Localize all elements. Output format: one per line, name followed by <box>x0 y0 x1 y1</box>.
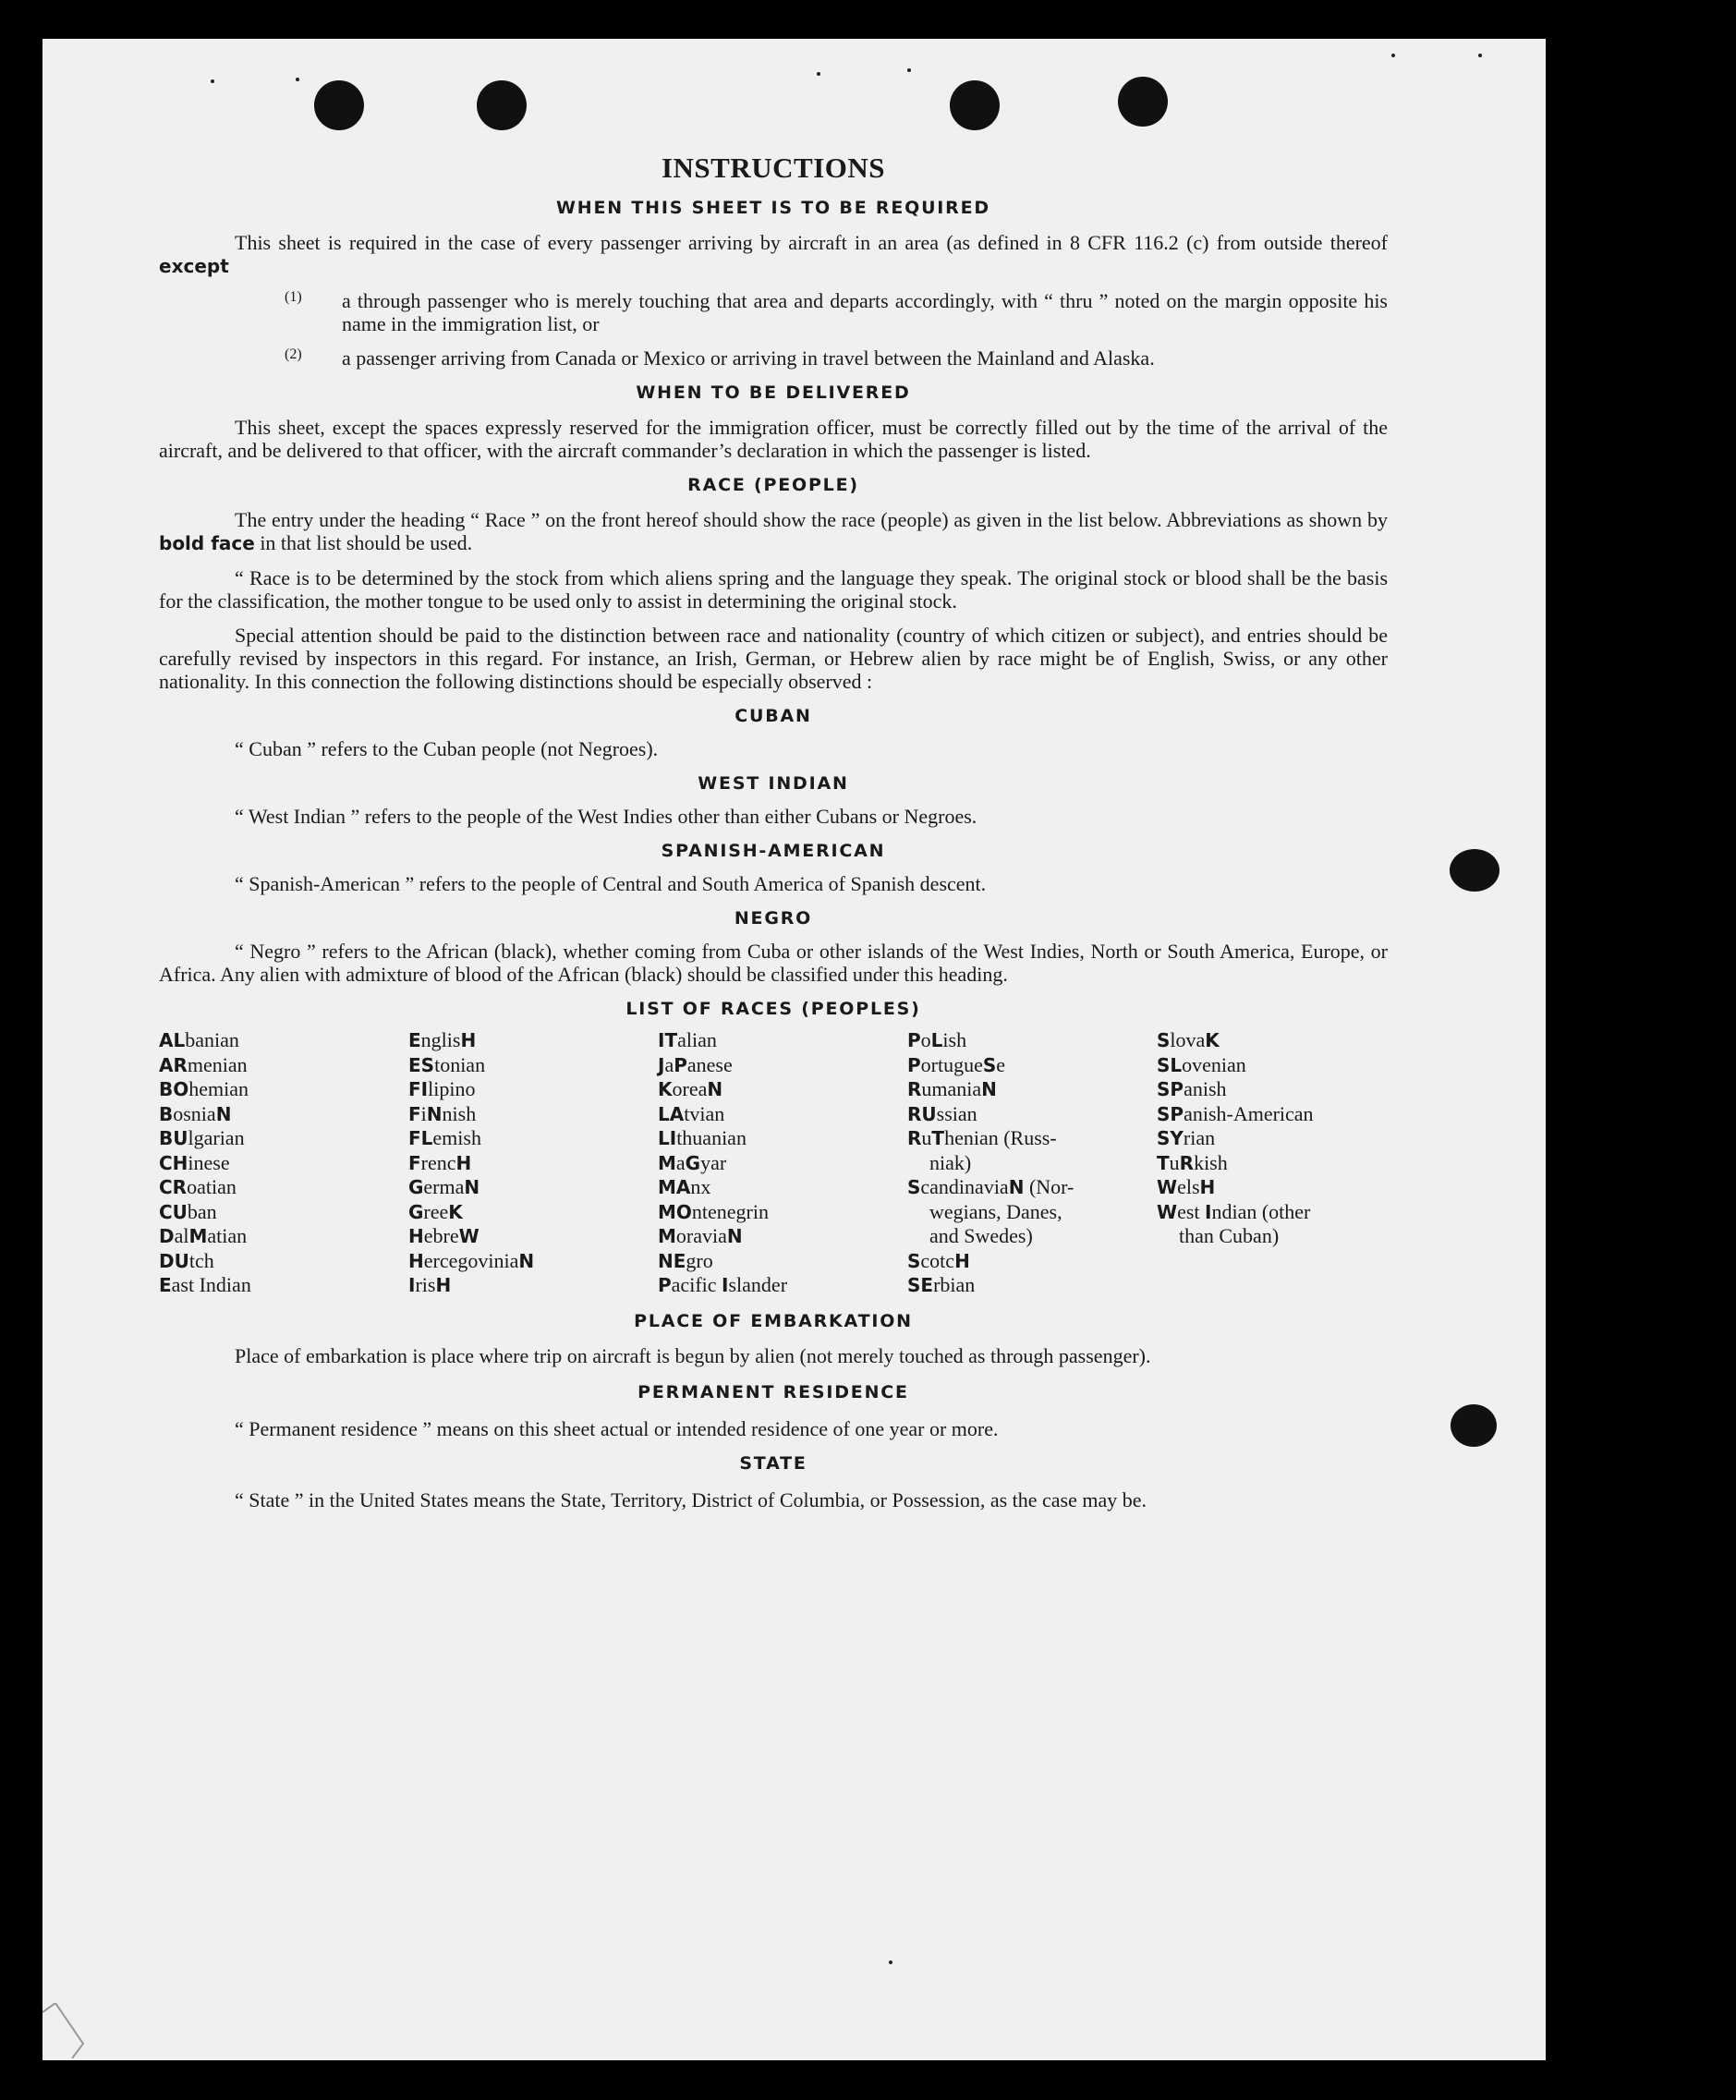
race-entry <box>1157 1053 1388 1078</box>
race-entry <box>1157 1028 1388 1053</box>
punch-hole <box>477 80 527 130</box>
race-text: wegians, Danes, <box>929 1199 1062 1223</box>
race-entry <box>159 1273 390 1298</box>
race-text: renc <box>420 1150 456 1174</box>
race-abbreviation: N <box>518 1249 535 1272</box>
race-text: ebre <box>423 1224 459 1247</box>
race-abbreviation: N <box>707 1078 723 1100</box>
race-abbreviation: D <box>159 1225 175 1247</box>
race-text: thuanian <box>676 1126 747 1149</box>
race-abbreviation: FL <box>408 1127 433 1149</box>
race-column <box>408 1028 639 1298</box>
race-text: menian <box>187 1052 248 1076</box>
race-text: lgarian <box>188 1126 245 1149</box>
page-title: INSTRUCTIONS <box>661 152 885 184</box>
section-heading: SPANISH-AMERICAN <box>661 841 886 861</box>
when-delivered-text: This sheet, except the spaces expressly reserved for the immigration officer, must be correctly filled out by the time of the arrival of the aircraft, and be delivered to that officer, with the aircraft commander’s declaration in which the passenger is listed. <box>159 416 1388 462</box>
race-text: est <box>1177 1199 1206 1223</box>
race-paragraph-2: “ Race is to be determined by the stock from which aliens spring and the language they speak. The original stock or blood shall be the basis for the classification, the mother tongue to be used only to assist in determining the original stock. <box>159 566 1388 613</box>
exception-number: (2) <box>285 346 302 362</box>
race-entry <box>907 1273 1138 1298</box>
residence-text: “ Permanent residence ” means on this sheet actual or intended residence of one year or more. <box>235 1416 999 1440</box>
race-entry <box>408 1249 639 1274</box>
section-heading: WHEN TO BE DELIVERED <box>636 382 911 403</box>
race-text: inese <box>188 1150 230 1174</box>
section-heading: PERMANENT RESIDENCE <box>637 1381 909 1402</box>
race-abbreviation: R <box>1179 1151 1195 1174</box>
race-abbreviation: I <box>722 1274 729 1296</box>
section-heading: CUBAN <box>734 706 812 726</box>
race-entry <box>907 1151 1138 1176</box>
race-abbreviation: K <box>658 1078 673 1100</box>
race-abbreviation: SP <box>1157 1078 1184 1100</box>
race-text: i <box>420 1101 427 1125</box>
race-entry <box>907 1077 1138 1102</box>
race-abbreviation: CR <box>159 1176 188 1198</box>
race-text: ish <box>942 1028 967 1051</box>
race-entry <box>159 1126 390 1151</box>
race-abbreviation: E <box>159 1274 172 1296</box>
exceptions-list <box>159 289 1388 370</box>
race-abbreviation: K <box>1205 1029 1220 1051</box>
race-text: banian <box>185 1028 239 1051</box>
race-abbreviation: G <box>408 1176 424 1198</box>
section-heading: NEGRO <box>734 908 813 929</box>
race-abbreviation: M <box>188 1225 208 1247</box>
race-text: anese <box>686 1052 733 1076</box>
race-text: nish <box>442 1101 477 1125</box>
race-text: ntenegrin <box>691 1199 769 1223</box>
race-abbreviation: R <box>907 1078 922 1100</box>
race-abbreviation: L <box>930 1029 943 1051</box>
race-abbreviation: S <box>982 1053 997 1076</box>
spanish-american-text: “ Spanish-American ” refers to the people of Central and South America of Spanish descent. <box>235 872 987 895</box>
race-abbreviation: W <box>1157 1176 1178 1198</box>
exception-item <box>159 346 1388 370</box>
race-abbreviation: N <box>1008 1176 1025 1198</box>
race-entry <box>1157 1126 1388 1151</box>
exception-text: a passenger arriving from Canada or Mexico or arriving in travel between the Mainland and Alaska. <box>342 346 1155 370</box>
race-abbreviation: FI <box>408 1078 429 1100</box>
race-entry <box>159 1175 390 1200</box>
race-abbreviation: T <box>1157 1151 1170 1174</box>
race-entry <box>159 1151 390 1176</box>
race-column <box>907 1028 1138 1298</box>
race-entry <box>1157 1102 1388 1127</box>
race-abbreviation: M <box>658 1151 676 1174</box>
race-text: henian (Russ- <box>944 1126 1057 1149</box>
race-text: lipino <box>428 1077 476 1100</box>
instructions-content <box>159 148 1388 1511</box>
race-text: erma <box>423 1175 465 1198</box>
race-text: ortugue <box>920 1052 983 1076</box>
race-abbreviation: MA <box>658 1176 691 1198</box>
race-text: els <box>1177 1175 1200 1198</box>
race-entry <box>658 1151 889 1176</box>
race-text: rbian <box>933 1273 976 1296</box>
race-entry <box>658 1273 889 1298</box>
race-entry <box>658 1077 889 1102</box>
race-entry <box>658 1053 889 1078</box>
race-abbreviation: BO <box>159 1078 189 1100</box>
race-entry <box>159 1224 390 1249</box>
race-abbreviation: F <box>408 1102 421 1125</box>
race-text: rian <box>1183 1126 1216 1149</box>
race-paragraph-3: Special attention should be paid to the distinction between race and nationality (country of which citizen or subject), and entries should be carefully revised by inspectors in this regard. For instance, an Irish, German, or Hebrew alien by race might be of English, Swiss, or any other nationality. In this connection the following distinctions should be especially observed : <box>159 624 1388 693</box>
race-abbreviation: K <box>448 1200 463 1223</box>
race-text: tvian <box>684 1101 725 1125</box>
race-abbreviation: N <box>215 1102 232 1125</box>
race-entry <box>658 1200 889 1225</box>
cuban-text: “ Cuban ” refers to the Cuban people (not Negroes). <box>235 737 659 760</box>
race-text: gro <box>686 1248 713 1272</box>
race-abbreviation: ES <box>408 1053 435 1076</box>
race-text: hemian <box>188 1077 249 1100</box>
race-text: yar <box>700 1150 727 1174</box>
race-text: anish <box>1184 1077 1227 1100</box>
race-entry <box>159 1102 390 1127</box>
race-entry <box>408 1126 639 1151</box>
race-paragraph-1: The entry under the heading “ Race ” on the front hereof should show the race (people) as given in the list below. Abbreviations as shown by bold face in that list should be used. <box>159 508 1388 554</box>
race-text: lova <box>1170 1028 1206 1051</box>
race-abbreviation: N <box>426 1102 443 1125</box>
race-abbreviation: W <box>1157 1200 1178 1223</box>
race-text: ris <box>415 1273 436 1296</box>
race-entry <box>907 1249 1138 1274</box>
when-required-intro: This sheet is required in the case of every passenger arriving by aircraft in an area (as defined in 8 CFR 116.2 (c) from outside thereof except <box>159 231 1388 277</box>
punch-hole <box>314 80 364 130</box>
race-abbreviation: RU <box>907 1102 937 1125</box>
race-abbreviation: P <box>674 1053 687 1076</box>
race-abbreviation: S <box>907 1249 921 1272</box>
race-entry <box>658 1102 889 1127</box>
race-entry <box>1157 1077 1388 1102</box>
race-abbreviation: T <box>931 1127 945 1149</box>
race-entry <box>408 1077 639 1102</box>
race-text: atian <box>207 1224 248 1247</box>
race-abbreviation: E <box>408 1029 421 1051</box>
race-abbreviation: R <box>907 1127 922 1149</box>
west-indian-text: “ West Indian ” refers to the people of the West Indies other than either Cubans or Negroes. <box>235 805 977 828</box>
race-text: niak) <box>929 1150 972 1174</box>
race-text: kish <box>1194 1150 1228 1174</box>
race-abbreviation: H <box>435 1274 452 1296</box>
race-abbreviation: SE <box>907 1274 934 1296</box>
punch-hole <box>1118 77 1168 127</box>
race-abbreviation: SL <box>1157 1053 1183 1076</box>
race-entry <box>408 1200 639 1225</box>
race-entry <box>408 1053 639 1078</box>
race-abbreviation: NE <box>658 1249 686 1272</box>
race-entry <box>658 1249 889 1274</box>
negro-text: “ Negro ” refers to the African (black), whether coming from Cuba or other islands of the West Indies, North or South America, Europe, or Africa. Any alien with admixture of blood of the African (black) should be classified under this heading. <box>159 940 1388 986</box>
race-abbreviation: F <box>408 1151 421 1174</box>
race-text: ovenian <box>1182 1052 1246 1076</box>
race-entry <box>1157 1224 1388 1249</box>
race-entry <box>658 1175 889 1200</box>
race-text: slander <box>728 1273 788 1296</box>
race-abbreviation: H <box>954 1249 970 1272</box>
section-heading: STATE <box>739 1452 807 1474</box>
exception-number: (1) <box>285 289 302 305</box>
exception-item <box>159 289 1388 335</box>
race-column <box>159 1028 390 1298</box>
folded-corner <box>42 2003 98 2058</box>
race-abbreviation: S <box>1157 1029 1171 1051</box>
race-text: tonian <box>434 1052 486 1076</box>
race-abbreviation: N <box>726 1225 743 1247</box>
race-text: candinavia <box>920 1175 1009 1198</box>
race-text: (Nor- <box>1024 1175 1074 1198</box>
race-entry <box>408 1102 639 1127</box>
state-text: “ State ” in the United States means the State, Territory, District of Columbia, or Possession, as the case may be. <box>235 1487 1147 1511</box>
race-text: e <box>996 1052 1006 1076</box>
race-column <box>1157 1028 1388 1298</box>
race-text: o <box>920 1028 931 1051</box>
race-entry <box>159 1249 390 1274</box>
race-entry <box>658 1126 889 1151</box>
race-text: nglis <box>420 1028 461 1051</box>
race-text: ercegovinia <box>423 1248 519 1272</box>
race-abbreviation: CU <box>159 1200 188 1223</box>
race-text: a <box>664 1052 674 1076</box>
race-abbreviation: P <box>658 1274 672 1296</box>
race-entry <box>159 1200 390 1225</box>
section-heading: WHEN THIS SHEET IS TO BE REQUIRED <box>556 198 990 218</box>
race-abbreviation: S <box>907 1176 921 1198</box>
race-text: alian <box>677 1028 717 1051</box>
embarkation-text: Place of embarkation is place where trip on aircraft is begun by alien (not merely touched as through passenger). <box>235 1343 1151 1367</box>
race-text: ree <box>423 1199 449 1223</box>
race-abbreviation: G <box>685 1151 701 1174</box>
race-text: ndian (other <box>1211 1199 1311 1223</box>
race-entry <box>907 1175 1138 1200</box>
race-abbreviation: DU <box>159 1249 189 1272</box>
punch-hole <box>950 80 1000 130</box>
race-entry <box>408 1224 639 1249</box>
punch-hole <box>1451 1404 1497 1447</box>
section-heading: PLACE OF EMBARKATION <box>634 1310 913 1331</box>
race-abbreviation: SY <box>1157 1127 1184 1149</box>
race-entry <box>159 1028 390 1053</box>
race-entry <box>408 1273 639 1298</box>
race-abbreviation: BU <box>159 1127 188 1149</box>
race-abbreviation: AR <box>159 1053 188 1076</box>
race-abbreviation: I <box>1205 1200 1212 1223</box>
race-text: umania <box>921 1077 982 1100</box>
race-text: tch <box>188 1248 214 1272</box>
race-text: ssian <box>936 1101 977 1125</box>
race-text: a <box>675 1150 686 1174</box>
race-abbreviation: CH <box>159 1151 188 1174</box>
section-heading: WEST INDIAN <box>698 773 849 794</box>
race-abbreviation: N <box>981 1078 997 1100</box>
race-abbreviation: LA <box>658 1102 685 1125</box>
race-text: u <box>1169 1150 1180 1174</box>
race-abbreviation: IT <box>658 1029 678 1051</box>
race-text: al <box>174 1224 189 1247</box>
race-entry <box>907 1224 1138 1249</box>
race-abbreviation: N <box>464 1176 480 1198</box>
race-abbreviation: H <box>1199 1176 1216 1198</box>
race-abbreviation: H <box>460 1029 477 1051</box>
race-abbreviation: I <box>408 1274 416 1296</box>
race-text: osnia <box>173 1101 216 1125</box>
race-entry <box>907 1200 1138 1225</box>
race-text: nx <box>690 1175 711 1198</box>
race-abbreviation: M <box>658 1225 676 1247</box>
race-text: oravia <box>675 1224 727 1247</box>
race-abbreviation: SP <box>1157 1102 1184 1125</box>
race-text: anish-American <box>1184 1101 1314 1125</box>
race-text: and Swedes) <box>929 1224 1033 1247</box>
race-text: oatian <box>187 1175 237 1198</box>
race-abbreviation: G <box>408 1200 424 1223</box>
race-entry <box>408 1028 639 1053</box>
race-abbreviation: B <box>159 1102 174 1125</box>
race-entry <box>658 1028 889 1053</box>
race-entry <box>1157 1175 1388 1200</box>
race-entry <box>159 1053 390 1078</box>
race-text: ban <box>187 1199 217 1223</box>
race-entry <box>1157 1200 1388 1225</box>
race-text: orea <box>672 1077 708 1100</box>
race-text: ast Indian <box>171 1273 251 1296</box>
race-entry <box>1157 1151 1388 1176</box>
race-text: u <box>921 1126 932 1149</box>
race-entry <box>907 1102 1138 1127</box>
race-abbreviation: P <box>907 1029 921 1051</box>
race-abbreviation: P <box>907 1053 921 1076</box>
race-abbreviation: H <box>455 1151 472 1174</box>
race-abbreviation: MO <box>658 1200 692 1223</box>
race-entry <box>658 1224 889 1249</box>
race-abbreviation: W <box>458 1225 480 1247</box>
race-abbreviation: H <box>408 1225 424 1247</box>
punch-hole <box>1450 849 1499 892</box>
race-abbreviation: AL <box>159 1029 186 1051</box>
race-entry <box>907 1053 1138 1078</box>
race-column <box>658 1028 889 1298</box>
race-abbreviation: LI <box>658 1127 677 1149</box>
race-abbreviation: H <box>408 1249 424 1272</box>
race-entry <box>907 1028 1138 1053</box>
race-text: than Cuban) <box>1179 1224 1280 1247</box>
exception-text: a through passenger who is merely touching that area and departs accordingly, with “ thru ” noted on the margin opposite his name in the immigration list, or <box>342 289 1388 335</box>
section-heading: LIST OF RACES (PEOPLES) <box>625 999 921 1019</box>
race-list <box>159 1028 1388 1298</box>
race-entry <box>408 1151 639 1176</box>
race-abbreviation: J <box>658 1053 665 1076</box>
race-text: cotc <box>920 1248 955 1272</box>
race-entry <box>907 1126 1138 1151</box>
race-entry <box>408 1175 639 1200</box>
race-entry <box>159 1077 390 1102</box>
race-text: emish <box>432 1126 481 1149</box>
section-heading: RACE (PEOPLE) <box>687 475 859 495</box>
race-text: acific <box>671 1273 722 1296</box>
